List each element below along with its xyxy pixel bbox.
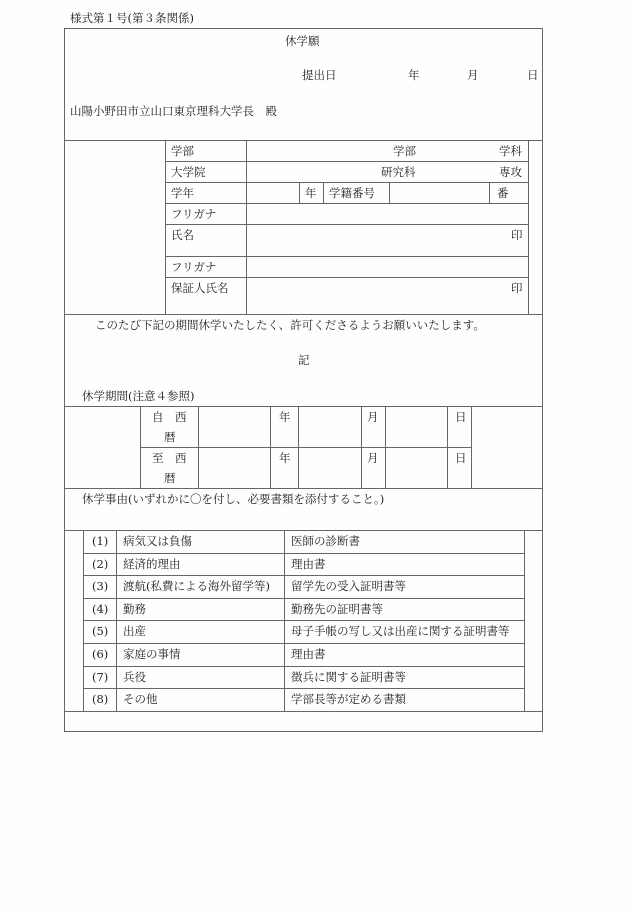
divider — [165, 277, 529, 278]
divider — [165, 140, 166, 314]
furigana-label: フリガナ — [171, 207, 217, 221]
form-title: 休学願 — [285, 34, 320, 48]
divider — [83, 553, 524, 554]
reason-number: (7) — [92, 669, 109, 684]
divider — [64, 314, 543, 315]
divider — [83, 598, 524, 599]
submission-year-field[interactable] — [345, 64, 405, 82]
divider — [165, 203, 529, 204]
divider — [165, 161, 529, 162]
divider — [140, 406, 141, 488]
divider — [83, 620, 524, 621]
divider — [165, 224, 529, 225]
divider — [165, 140, 529, 141]
submission-day-field[interactable] — [482, 64, 524, 82]
graduate-unit: 研究科 — [381, 165, 416, 179]
reason-number: (3) — [92, 579, 109, 594]
reason-label: 出産 — [123, 624, 146, 639]
divider — [524, 530, 525, 711]
period-heading: 休学期間(注意４参照) — [82, 389, 195, 403]
divider — [83, 643, 524, 644]
department-field[interactable] — [418, 142, 496, 160]
submission-date-label: 提出日 — [302, 68, 337, 82]
from-day-field[interactable] — [387, 408, 446, 446]
faculty-unit: 学部 — [393, 144, 416, 158]
divider — [83, 575, 524, 576]
divider — [298, 406, 299, 488]
reason-label: 勤務 — [123, 601, 146, 616]
day-label: 日 — [527, 68, 539, 82]
required-document: 留学先の受入証明書等 — [291, 579, 406, 594]
to-day-unit: 日 — [455, 451, 467, 465]
divider — [246, 140, 247, 314]
department-unit: 学科 — [499, 144, 522, 158]
student-id-field[interactable] — [391, 184, 488, 202]
faculty-label: 学部 — [171, 144, 194, 158]
reason-number: (1) — [92, 534, 109, 548]
period-to-era: 暦 — [164, 471, 176, 485]
reason-label: 兵役 — [123, 669, 146, 684]
major-field[interactable] — [418, 163, 496, 181]
to-month-field[interactable] — [300, 449, 360, 487]
ki-label: 記 — [298, 353, 310, 367]
name-field[interactable] — [248, 226, 506, 255]
seal-mark: 印 — [511, 228, 523, 242]
reason-number: (8) — [92, 692, 109, 707]
divider — [299, 182, 300, 203]
period-from-label: 自 西 — [152, 410, 187, 424]
divider — [165, 182, 529, 183]
submission-month-field[interactable] — [422, 64, 464, 82]
period-from-era: 暦 — [164, 430, 176, 444]
from-month-unit: 月 — [367, 410, 379, 424]
divider — [323, 182, 324, 203]
reason-label: 病気又は負傷 — [123, 534, 192, 548]
guarantor-seal-mark: 印 — [511, 281, 523, 295]
student-id-unit: 番 — [497, 186, 509, 200]
divider — [447, 406, 448, 488]
graduate-school-field[interactable] — [248, 163, 376, 181]
guarantor-furigana-field[interactable] — [248, 258, 526, 276]
to-year-unit: 年 — [279, 451, 291, 465]
from-year-unit: 年 — [279, 410, 291, 424]
form-number: 様式第１号(第３条関係) — [70, 11, 194, 25]
required-document: 徴兵に関する証明書等 — [291, 669, 406, 684]
reason-number: (2) — [92, 556, 109, 571]
divider — [385, 406, 386, 488]
faculty-field[interactable] — [248, 142, 388, 160]
grade-label: 学年 — [171, 186, 194, 200]
grade-unit: 年 — [305, 186, 317, 200]
reason-number: (5) — [92, 624, 109, 639]
furigana-field[interactable] — [248, 205, 526, 223]
divider — [489, 182, 490, 203]
request-text: このたび下記の期間休学いたしたく、許可くださるようお願いいたします。 — [95, 318, 485, 332]
required-document: 学部長等が定める書類 — [291, 692, 406, 707]
required-document: 理由書 — [291, 647, 326, 661]
graduate-label: 大学院 — [171, 165, 206, 179]
month-label: 月 — [467, 68, 479, 82]
divider — [165, 256, 529, 257]
required-document: 勤務先の証明書等 — [291, 601, 383, 616]
divider — [83, 688, 524, 689]
divider — [83, 666, 524, 667]
to-day-field[interactable] — [387, 449, 446, 487]
reason-number: (6) — [92, 647, 109, 661]
required-document: 理由書 — [291, 556, 326, 571]
reason-label: 経済的理由 — [123, 556, 181, 571]
divider — [270, 406, 271, 488]
divider — [140, 447, 471, 448]
reason-label: 家庭の事情 — [123, 647, 181, 661]
grade-field[interactable] — [248, 184, 298, 202]
name-label: 氏名 — [171, 228, 194, 242]
period-to-label: 至 西 — [152, 451, 187, 465]
guarantor-furigana-label: フリガナ — [171, 260, 217, 274]
student-id-label: 学籍番号 — [329, 186, 375, 200]
divider — [64, 711, 543, 712]
divider — [471, 406, 472, 488]
required-document: 医師の診断書 — [291, 534, 360, 548]
major-unit: 専攻 — [499, 165, 522, 179]
divider — [528, 140, 529, 314]
guarantor-name-field[interactable] — [248, 279, 506, 312]
reasons-heading: 休学事由(いずれかに〇を付し、必要書類を添付すること。) — [82, 492, 385, 506]
to-year-field[interactable] — [200, 449, 269, 487]
addressee: 山陽小野田市立山口東京理科大学長 殿 — [70, 104, 277, 118]
reason-label: 渡航(私費による海外留学等) — [123, 579, 270, 594]
divider — [389, 182, 390, 203]
reason-number: (4) — [92, 601, 109, 616]
year-label: 年 — [408, 68, 420, 82]
from-month-field[interactable] — [300, 408, 360, 446]
required-document: 母子手帳の写し又は出産に関する証明書等 — [291, 624, 510, 639]
from-day-unit: 日 — [455, 410, 467, 424]
reason-label: その他 — [123, 692, 158, 707]
divider — [361, 406, 362, 488]
from-year-field[interactable] — [200, 408, 269, 446]
divider — [64, 488, 543, 489]
guarantor-label: 保証人氏名 — [171, 281, 229, 295]
to-month-unit: 月 — [367, 451, 379, 465]
divider — [198, 406, 199, 488]
